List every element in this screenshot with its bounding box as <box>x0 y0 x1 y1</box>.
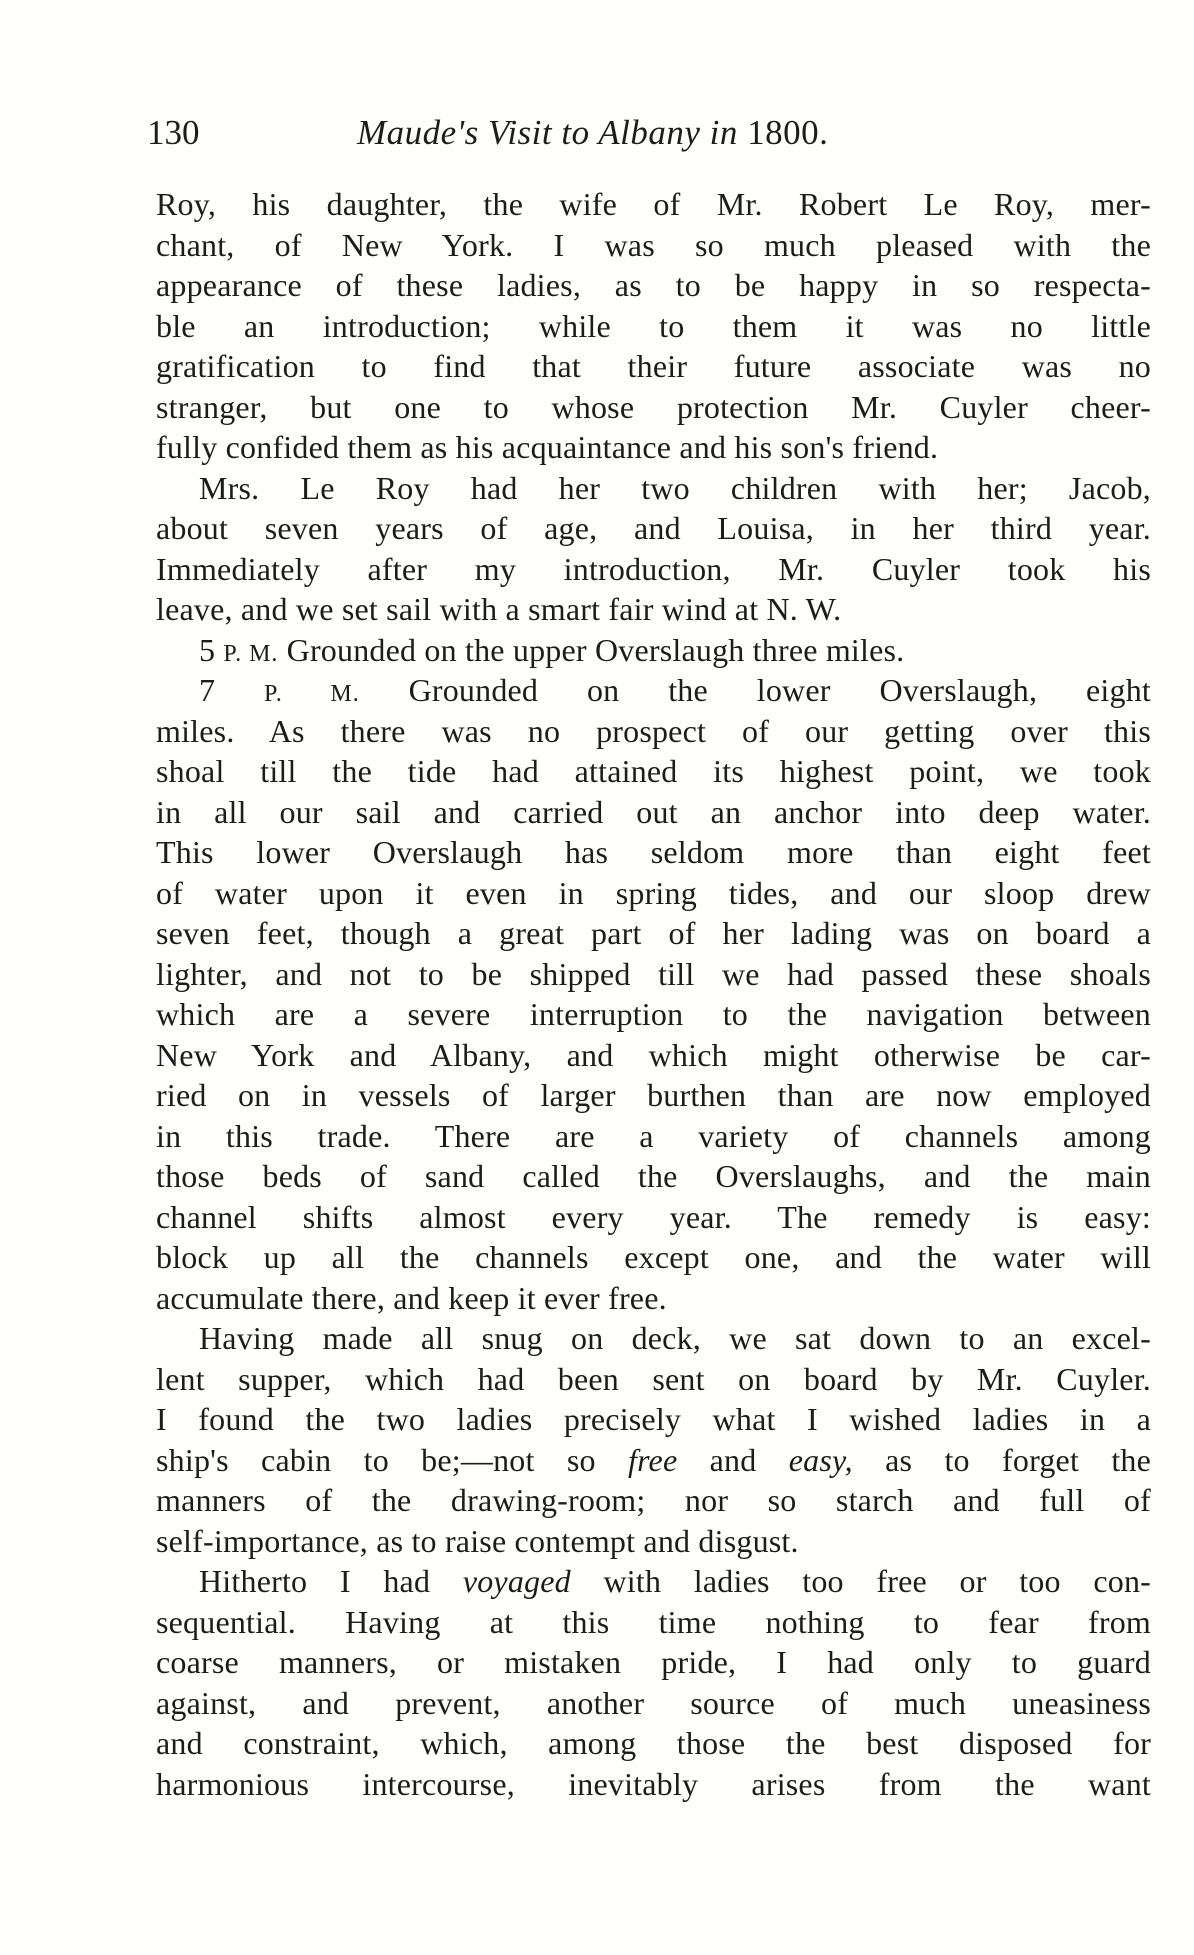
line-text: with ladies too free or too con- <box>603 1563 1152 1599</box>
text-line <box>156 630 1151 671</box>
line-text: and <box>709 1441 757 1478</box>
text-line: coarse manners, or mistaken pride, I had only to guard <box>156 1644 1151 1680</box>
text-line: ried on in vessels of larger burthen than are now employed <box>156 1077 1151 1113</box>
running-title-text: Maude's Visit to Albany in <box>357 113 738 152</box>
time-number: 7 <box>199 672 216 708</box>
text-line: Mrs. Le Roy had her two children with her; Jacob, <box>199 469 1151 506</box>
line-text: as to forget the <box>885 1441 1152 1478</box>
text-line: This lower Overslaugh has seldom more than eight feet <box>156 834 1151 870</box>
line-text: Grounded on the upper Overslaugh three miles. <box>286 631 905 668</box>
text-line: lent supper, which had been sent on board by Mr. Cuyler. <box>156 1360 1151 1397</box>
line-text: Hitherto I had <box>199 1563 431 1599</box>
body-text <box>156 184 1151 1804</box>
text-line: Having made all snug on deck, we sat down to an excel- <box>199 1320 1151 1356</box>
text-line: I found the two ladies precisely what I wished ladies in a <box>156 1401 1151 1437</box>
text-line <box>156 670 1151 711</box>
time-pm: P. M. <box>223 640 279 667</box>
time-pm: P. M. <box>264 681 360 707</box>
text-line: against, and prevent, another source of much uneasiness <box>156 1684 1151 1721</box>
page-header <box>147 108 1147 158</box>
text-line: sequential. Having at this time nothing to fear from <box>156 1603 1151 1640</box>
text-line: block up all the channels except one, and the water will <box>156 1239 1151 1275</box>
text-line: New York and Albany, and which might otherwise be car- <box>156 1036 1151 1073</box>
running-title <box>357 108 828 158</box>
text-line: appearance of these ladies, as to be happy in so respecta- <box>156 267 1151 303</box>
time-number: 5 <box>199 631 216 668</box>
text-line: accumulate there, and keep it ever free. <box>156 1279 667 1316</box>
italic-word-free: free <box>627 1441 678 1478</box>
text-line: leave, and we set sail with a smart fair wind at N. W. <box>156 591 842 627</box>
text-line: in this trade. There are a variety of channels among <box>156 1117 1151 1154</box>
line-text: ship's cabin to be;—not so <box>156 1441 596 1478</box>
page-number: 130 <box>147 113 200 152</box>
text-line: chant, of New York. I was so much pleased with the <box>156 226 1151 263</box>
text-line: seven feet, though a great part of her lading was on board a <box>156 915 1151 951</box>
text-line: fully confided them as his acquaintance and his son's friend. <box>156 429 939 465</box>
running-title-year: 1800. <box>747 113 829 152</box>
text-line: which are a severe interruption to the navigation between <box>156 996 1151 1032</box>
text-line: in all our sail and carried out an anchor into deep water. <box>156 793 1151 830</box>
text-line: ble an introduction; while to them it was no little <box>156 307 1151 344</box>
text-line: channel shifts almost every year. The remedy is easy: <box>156 1198 1151 1235</box>
text-line: shoal till the tide had attained its highest point, we took <box>156 753 1151 789</box>
text-line: lighter, and not to be shipped till we had passed these shoals <box>156 955 1151 992</box>
text-line <box>156 1561 1151 1602</box>
text-line <box>156 1440 1151 1481</box>
text-line: harmonious intercourse, inevitably arises from the want <box>156 1765 1151 1802</box>
text-line: Immediately after my introduction, Mr. Cuyler took his <box>156 550 1151 587</box>
text-line: manners of the drawing-room; nor so starch and full of <box>156 1482 1151 1518</box>
text-line: stranger, but one to whose protection Mr. Cuyler cheer- <box>156 388 1151 425</box>
italic-word-voyaged: voyaged <box>462 1563 571 1599</box>
text-line: self-importance, as to raise contempt and disgust. <box>156 1522 799 1559</box>
text-line: Roy, his daughter, the wife of Mr. Robert Le Roy, mer- <box>156 186 1151 222</box>
line-text: Grounded on the lower Overslaugh, eight <box>408 672 1151 708</box>
text-line: about seven years of age, and Louisa, in her third year. <box>156 510 1151 546</box>
text-line: those beds of sand called the Overslaughs, and the main <box>156 1158 1151 1194</box>
italic-word-easy: easy, <box>788 1441 853 1478</box>
text-line: miles. As there was no prospect of our getting over this <box>156 712 1151 749</box>
text-line: and constraint, which, among those the best disposed for <box>156 1725 1151 1761</box>
text-line: gratification to find that their future associate was no <box>156 348 1151 384</box>
text-line: of water upon it even in spring tides, and our sloop drew <box>156 874 1151 911</box>
